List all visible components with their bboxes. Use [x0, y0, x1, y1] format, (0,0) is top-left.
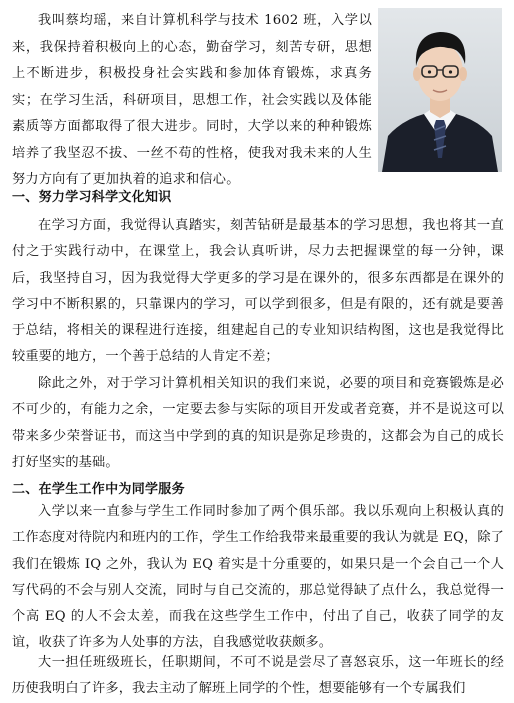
student-work-paragraph-1: 入学以来一直参与学生工作同时参加了两个俱乐部。我以乐观向上积极认真的工作态度对待院内和班内的工作，学生工作给我带来最重要的我认为就是 EQ，除了我们在锻炼 IQ 之外，我认为 EQ 着实是十分重要的，如果只是一个会自己一个人写代码的不会与别人交流，同时与自己交流的，那总觉得缺了点什么，我总觉得一个高 EQ 的人不会太差，而我在这些学生工作中，付出了自己，收获了同学的友谊，收获了许多为人处事的方法，自我感觉收获颇多。	[12, 504, 504, 651]
student-work-paragraph-2: 大一担任班级班长，任职期间，不可不说是尝尽了喜怒哀乐，这一年班长的经历使我明白了许多，我去主动了解班上同学的个性，想要能够有一个专属我们	[12, 655, 504, 697]
section-heading-student-work: 二、在学生工作中为同学服务	[12, 482, 185, 497]
intro-paragraph: 我叫蔡均瑶，来自计算机科学与技术 1602 班，入学以来，我保持着积极向上的心态，勤奋学习，刻苦专研，思想上不断进步，积极投身社会实践和参加体育锻炼，求真务实；在学习生活，科研项目，思想工作，社会实践以及体能素质等方面都取得了很大进步。同时，大学以来的种种锻炼培养了我坚忍不拔、一丝不苟的性格，使我对我未来的人生努力方向有了更加执着的追求和信心。	[12, 13, 372, 187]
section-heading-study: 一、努力学习科学文化知识	[12, 190, 172, 205]
study-paragraph-2: 除此之外，对于学习计算机相关知识的我们来说，必要的项目和竞赛锻炼是必不可少的，有能力之余，一定要去参与实际的项目开发或者竞赛，并不是说这可以带来多少荣誉证书，而这当中学到的真的知识是弥足珍贵的，这都会为自己的成长打好坚实的基础。	[12, 376, 504, 470]
portrait-photo	[378, 8, 502, 172]
study-paragraph-1: 在学习方面，我觉得认真踏实，刻苦钻研是最基本的学习思想，我也将其一直付之于实践行动中，在课堂上，我会认真听讲，尽力去把握课堂的每一分钟，课后，我坚持自习，因为我觉得大学更多的学习是在课外的，很多东西都是在课外的学习中不断积累的，只靠课内的学习，可以学到很多，但是有限的，还有就是要善于总结，将相关的课程进行连接，组建起自己的专业知识结构图，这也是我觉得比较重要的地方，一个善于总结的人肯定不差；	[12, 218, 504, 365]
